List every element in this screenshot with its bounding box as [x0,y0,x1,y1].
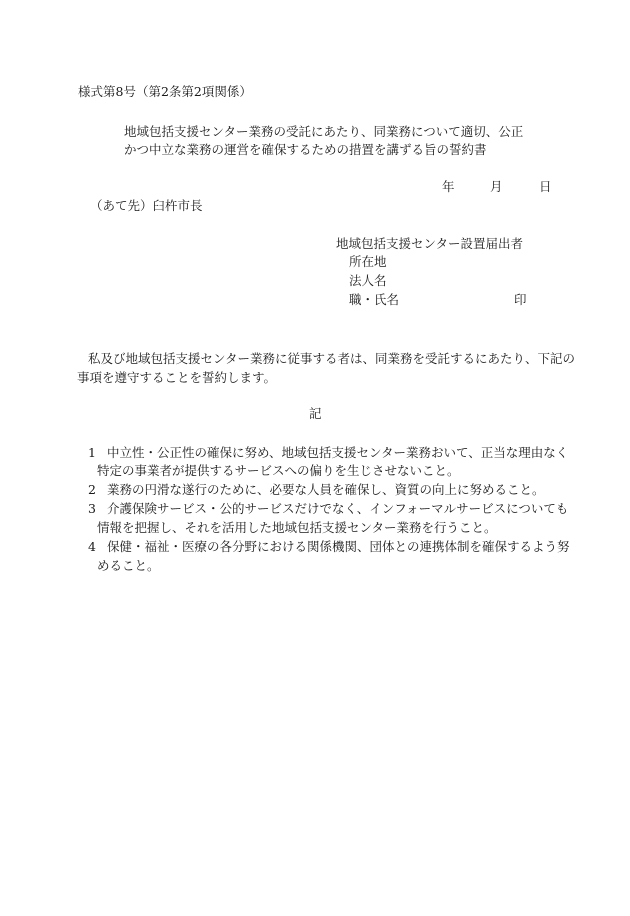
date-day-label: 日 [539,179,552,194]
ki-heading: 記 [309,406,322,421]
list-item-4-line-1 [88,537,570,555]
address-label: 所在地 [349,254,387,269]
pledge-text-line-2: 事項を遵守することを誓約します。 [77,370,277,385]
pledge-text-line-1: 私及び地域包括支援センター業務に従事する者は、同業務を受託するにあたり、下記の [88,351,576,366]
document-title-line-2: かつ中立な業務の運営を確保するための措置を講ずる旨の誓約書 [124,142,487,157]
list-item-4-line-2: めること。 [97,558,160,573]
list-item-number: 1 [88,445,96,460]
list-item-1-line-1 [88,443,568,461]
list-item-1-line-2: 特定の事業者が提供するサービスへの偏りを生じさせないこと。 [97,463,460,478]
seal-mark: 印 [514,292,527,307]
list-item-text: 介護保険サービス・公的サービスだけでなく、インフォーマルサービスについても [107,501,569,516]
list-item-3-line-2: 情報を把握し、それを活用した地域包括支援センター業務を行うこと。 [97,520,497,535]
form-number: 様式第8号（第2条第2項関係） [78,84,252,99]
applicant-heading: 地域包括支援センター設置届出者 [336,236,524,251]
list-item-text: 中立性・公正性の確保に努め、地域包括支援センター業務おいて、正当な理由なく [107,445,569,460]
corporation-name-label: 法人名 [349,273,387,288]
list-item-number: 2 [88,482,96,497]
document-title-line-1: 地域包括支援センター業務の受託にあたり、同業務について適切、公正 [124,124,524,139]
list-item-text: 業務の円滑な遂行のために、必要な人員を確保し、資質の向上に努めること。 [107,482,545,497]
addressee: （あて先）臼杵市長 [90,198,203,213]
list-item-number: 4 [88,539,96,554]
list-item-number: 3 [88,501,96,516]
date-month-label: 月 [490,179,503,194]
date-year-label: 年 [442,179,455,194]
list-item-2-line-1 [88,480,545,498]
title-and-name-label: 職・氏名 [349,292,400,307]
list-item-text: 保健・福祉・医療の各分野における関係機関、団体との連携体制を確保するよう努 [107,539,570,554]
list-item-3-line-1 [88,499,568,517]
